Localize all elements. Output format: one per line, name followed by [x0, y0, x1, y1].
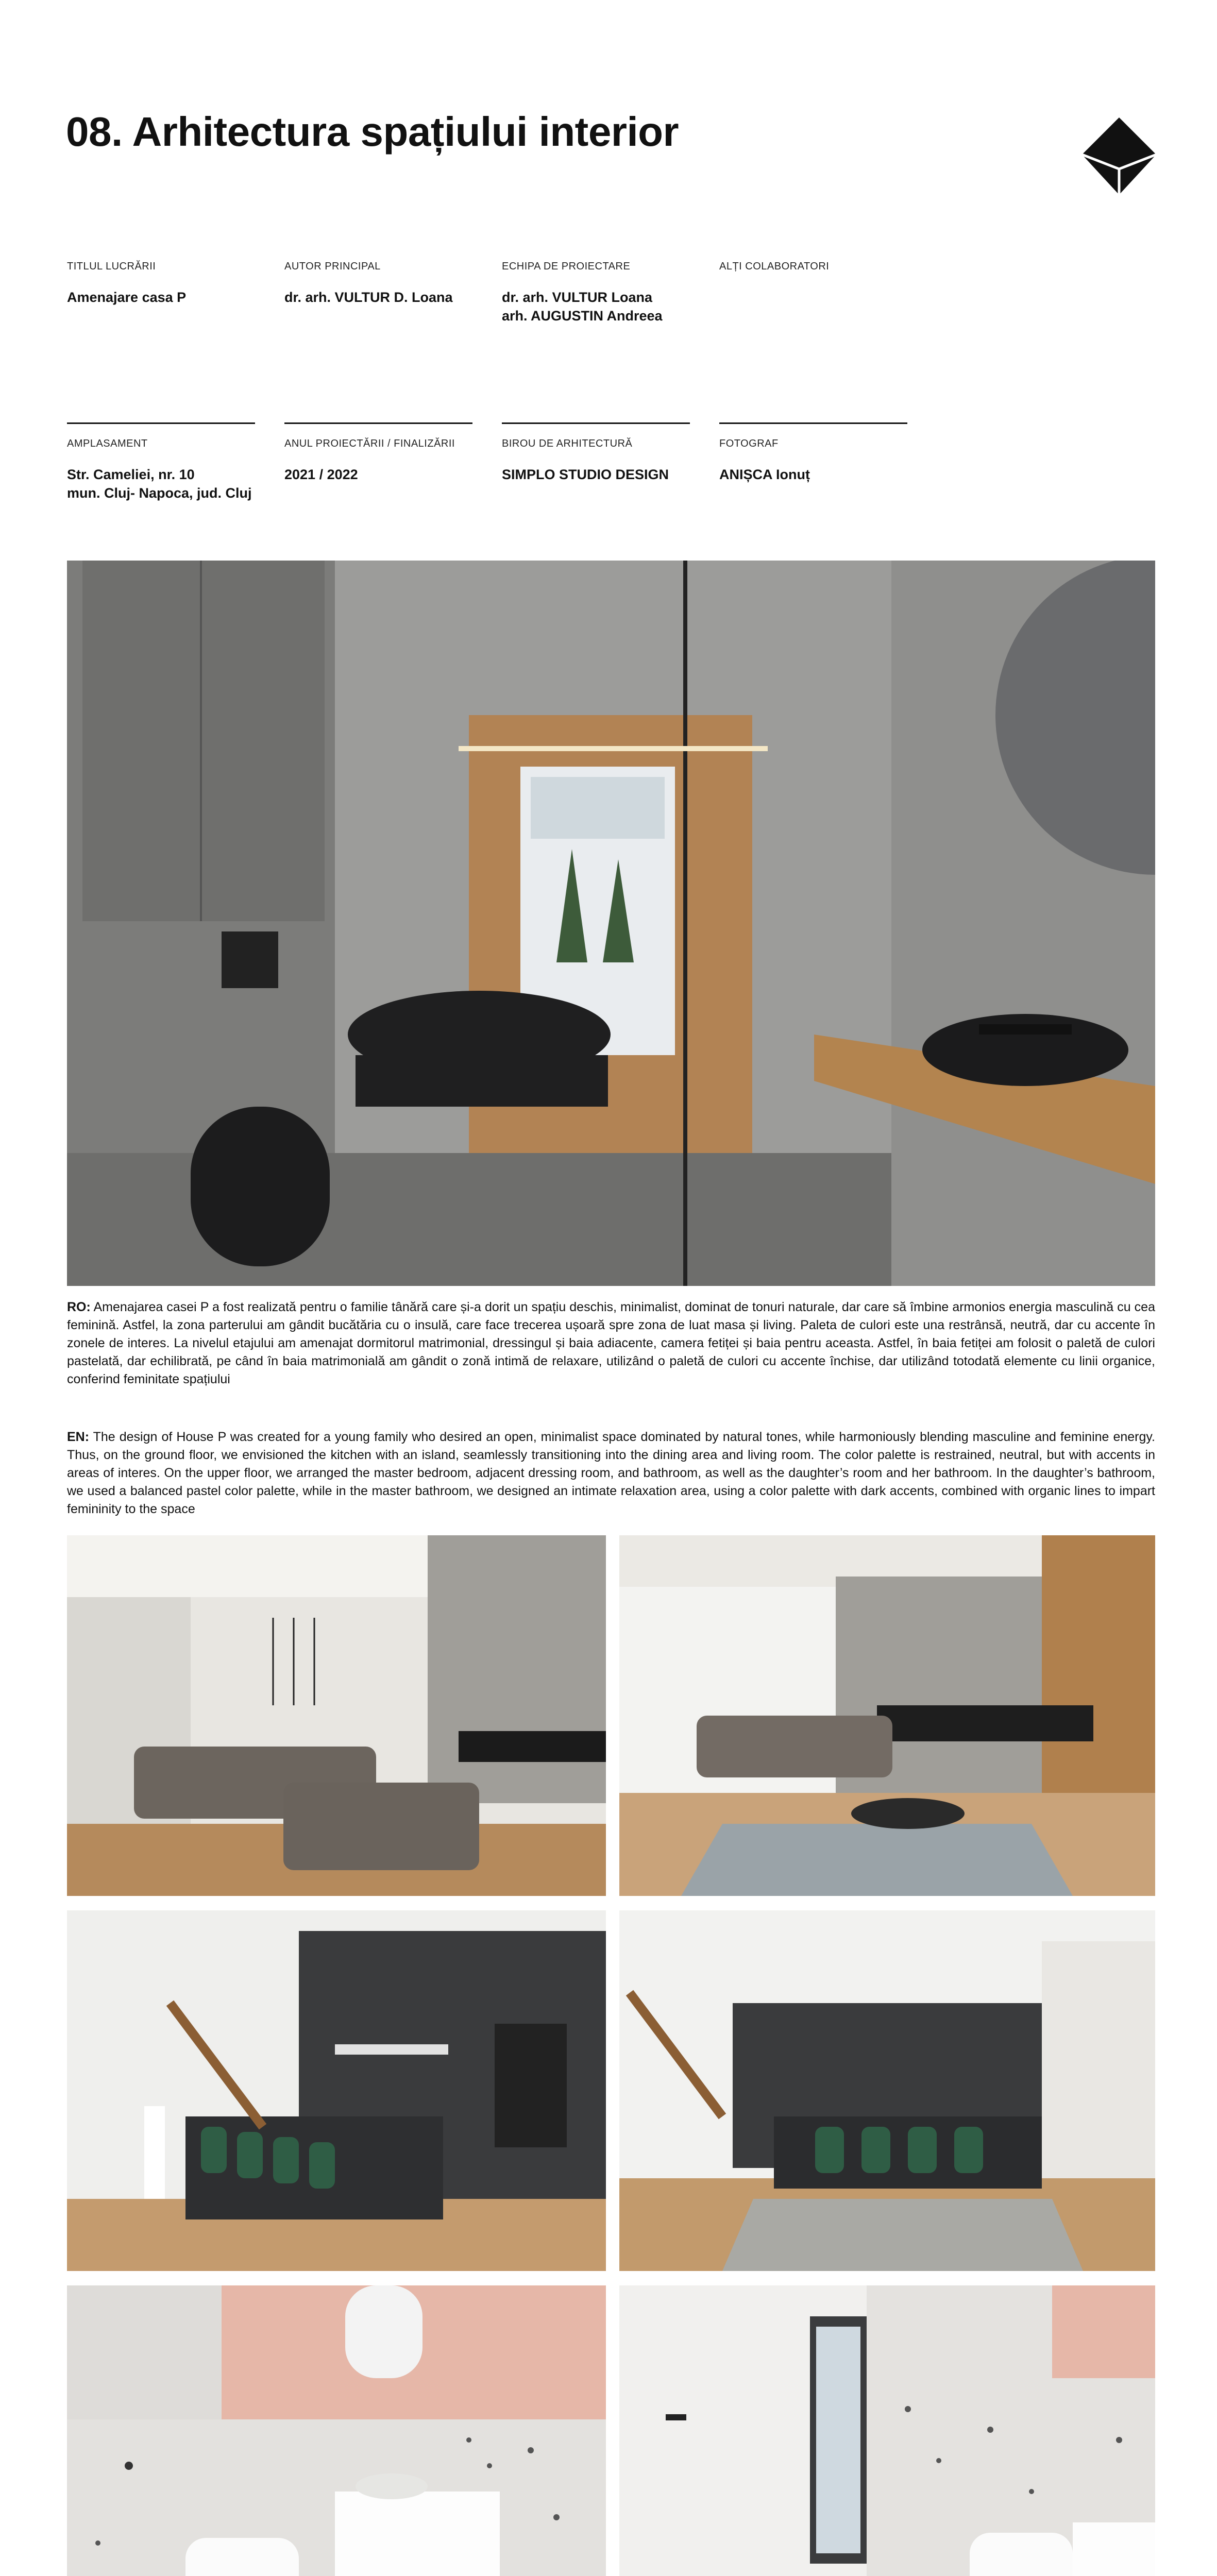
ro-label: RO: — [67, 1300, 91, 1314]
meta-value: Str. Cameliei, nr. 10 — [67, 467, 195, 482]
meta-value: SIMPLO STUDIO DESIGN — [502, 467, 669, 482]
meta-rule — [67, 422, 255, 424]
main-photo-bathroom — [67, 561, 1155, 1286]
meta-label: ALȚI COLABORATORI — [719, 261, 830, 272]
diamond-logo-icon — [1082, 117, 1156, 195]
description-ro — [67, 1298, 1155, 1388]
meta-label: FOTOGRAF — [719, 438, 779, 449]
meta-label: ANUL PROIECTĂRII / FINALIZĂRII — [284, 438, 455, 449]
photo-bath-pink — [67, 2285, 606, 2576]
meta-value: Amenajare casa P — [67, 290, 187, 305]
meta-cell — [284, 261, 475, 307]
photo-living-1 — [67, 1535, 606, 1896]
meta-cell — [284, 438, 475, 484]
meta-label: BIROU DE ARHITECTURĂ — [502, 438, 633, 449]
meta-label: ECHIPA DE PROIECTARE — [502, 261, 631, 272]
meta-rule — [502, 422, 690, 424]
en-label: EN: — [67, 1430, 90, 1444]
meta-label: AMPLASAMENT — [67, 438, 148, 449]
photo-bath-terrazzo — [619, 2285, 1155, 2576]
page-title: 08. Arhitectura spațiului interior — [66, 109, 679, 155]
meta-cell — [502, 438, 692, 484]
photo-kitchen-1 — [67, 1910, 606, 2271]
photo-living-2 — [619, 1535, 1155, 1896]
meta-rule — [284, 422, 472, 424]
meta-cell — [719, 261, 910, 288]
photo-kitchen-2 — [619, 1910, 1155, 2271]
meta-label: TITLUL LUCRĂRII — [67, 261, 156, 272]
en-text: The design of House P was created for a young family who desired an open, minimalist space dominated by natural tones, while harmoniously blending masculine and feminine energy. Thus, on the ground floor, we envisioned the kitchen with an island, seamlessly transitioning into the dining area and living room. The color palette is restrained, neutral, but with accents in areas of interes. On the upper floor, we arranged the master bedroom, adjacent dressing room, and bathroom, as well as the daughter’s room and her bathroom. In the daughter’s bathroom, we used a balanced pastel color palette, while in the master bathroom, we designed an intimate relaxation area, using a color palette with dark accents, combined with organic lines to impart femininity to the space — [67, 1430, 1155, 1516]
meta-value: dr. arh. VULTUR Loana — [502, 290, 653, 305]
meta-value: 2021 / 2022 — [284, 467, 358, 482]
meta-cell — [67, 438, 258, 502]
meta-cell — [502, 261, 692, 325]
meta-value: arh. AUGUSTIN Andreea — [502, 308, 663, 324]
meta-value: ANIȘCA Ionuț — [719, 467, 810, 482]
meta-value: dr. arh. VULTUR D. Loana — [284, 290, 453, 305]
meta-rule — [719, 422, 907, 424]
meta-cell — [719, 438, 910, 484]
meta-cell — [67, 261, 258, 307]
description-en — [67, 1428, 1155, 1518]
ro-text: Amenajarea casei P a fost realizată pentru o familie tânără care și-a dorit un spațiu deschis, minimalist, dominat de tonuri naturale, dar care să îmbine armonios energia masculină cu cea feminină. Astfel, la zona parterului am gândit bucătăria cu o insulă, care face trecerea ușoară spre zona de luat masa și living. Paleta de culori este una restrânsă, neutră, dar cu accente în zonele de interes. La nivelul etajului am amenajat dormitorul matrimonial, dressingul și baia adiacente, camera fetiței și baia pentru aceasta. Astfel, în baia fetiței am folosit o paletă de culori pastelată, dar echilibrată, pe când în baia matrimonială am gândit o zonă intimă de relaxare, utilizând o paletă de culori cu accente închise, dar utilizând totodată elemente cu linii organice, conferind feminitate spațiului — [67, 1300, 1155, 1386]
meta-label: AUTOR PRINCIPAL — [284, 261, 381, 272]
meta-value: mun. Cluj- Napoca, jud. Cluj — [67, 485, 252, 501]
